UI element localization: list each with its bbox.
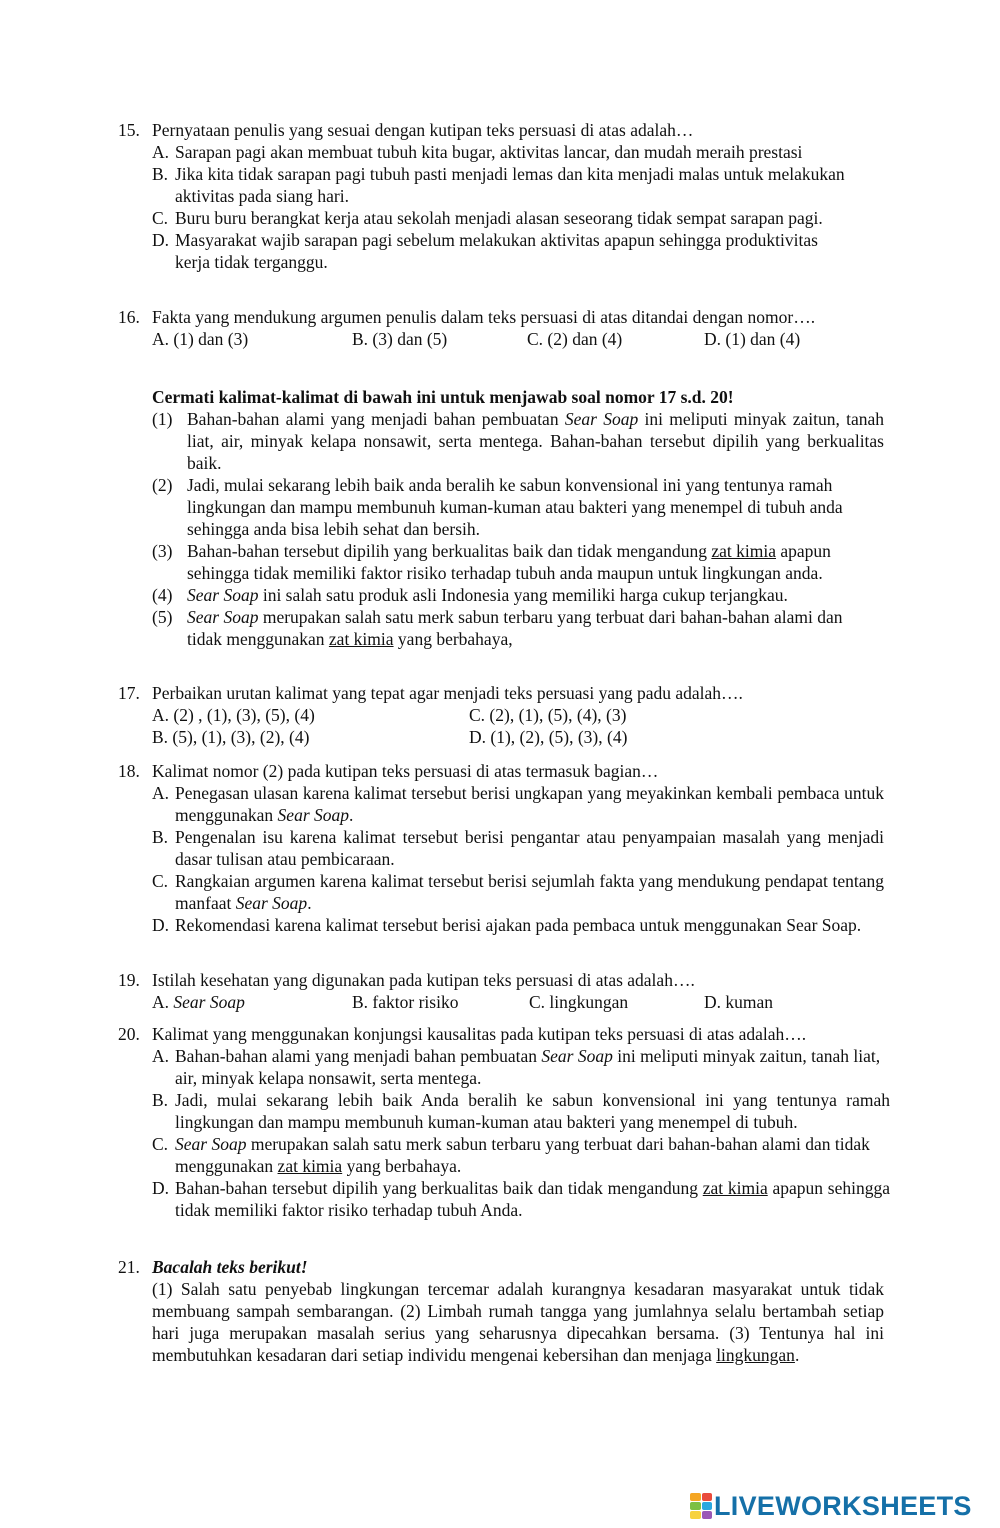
options-row [152, 328, 888, 350]
option-b[interactable]: B. (5), (1), (3), (2), (4) [152, 727, 310, 747]
option-b[interactable]: B. Pengenalan isu karena kalimat tersebut berisi pengantar atau penyampaian masalah yang menjadi dasar tulisan atau pembicaraan. [152, 827, 884, 869]
option-b[interactable]: B. Jadi, mulai sekarang lebih baik Anda beralih ke sabun konvensional ini yang tentunya ramah lingkungan dan mampu membunuh kuman-kuman atau bakteri yang menempel di tubuh. [152, 1090, 890, 1132]
option-d[interactable]: D. Bahan-bahan tersebut dipilih yang berkualitas baik dan tidak mengandung zat kimia apapun sehingga tidak memiliki faktor risiko terhadap tubuh Anda. [152, 1178, 890, 1220]
question-stem: Fakta yang mendukung argumen penulis dalam teks persuasi di atas ditandai dengan nomor…. [152, 307, 816, 327]
sentence-4: (4) Sear Soap ini salah satu produk asli Indonesia yang memiliki harga cukup terjangkau. [152, 585, 788, 605]
question-stem: Kalimat nomor (2) pada kutipan teks persuasi di atas termasuk bagian… [152, 761, 659, 781]
question-18 [118, 760, 884, 936]
question-number: 21. [118, 1257, 140, 1277]
option-c[interactable]: C. (2) dan (4) [527, 329, 623, 349]
question-number: 17. [118, 683, 140, 703]
question-number: 19. [118, 970, 140, 990]
question-number: 18. [118, 761, 140, 781]
option-b[interactable]: B. Jika kita tidak sarapan pagi tubuh pasti menjadi lemas dan kita menjadi malas untuk melakukan aktivitas pada siang hari. [152, 164, 845, 206]
question-stem: Perbaikan urutan kalimat yang tepat agar menjadi teks persuasi yang padu adalah…. [152, 683, 743, 703]
option-d[interactable]: D. Rekomendasi karena kalimat tersebut berisi ajakan pada pembaca untuk menggunakan Sear Soap. [152, 915, 862, 935]
option-a[interactable]: A. Bahan-bahan alami yang menjadi bahan pembuatan Sear Soap ini meliputi minyak zaitun, tanah liat, air, minyak kelapa nonsawit, serta mentega. [152, 1046, 881, 1088]
option-c[interactable]: C. lingkungan [529, 992, 629, 1012]
option-c[interactable]: C. Buru buru berangkat kerja atau sekolah menjadi alasan seseorang tidak sempat sarapan pagi. [152, 208, 823, 228]
option-b[interactable]: B. (3) dan (5) [352, 329, 448, 349]
question-15 [118, 119, 888, 273]
option-a[interactable]: A. Sear Soap [152, 992, 245, 1012]
instruction: Cermati kalimat-kalimat di bawah ini untuk menjawab soal nomor 17 s.d. 20! [152, 387, 734, 407]
question-number: 20. [118, 1024, 140, 1044]
sentence-3: (3) Bahan-bahan tersebut dipilih yang berkualitas baik dan tidak mengandung zat kimia apapun sehingga tidak memiliki faktor risiko terhadap tubuh anda maupun untuk lingkungan anda. [152, 541, 831, 583]
sentence-2: (2) Jadi, mulai sekarang lebih baik anda beralih ke sabun konvensional ini yang tentunya ramah lingkungan dan mampu membunuh kuman-kuman atau bakteri yang menempel di tubuh anda sehingga anda bisa lebih sehat dan bersih. [152, 475, 843, 539]
question-heading: Bacalah teks berikut! [152, 1257, 308, 1277]
option-d[interactable]: D. (1), (2), (5), (3), (4) [469, 727, 628, 747]
question-stem: Kalimat yang menggunakan konjungsi kausalitas pada kutipan teks persuasi di atas adalah…. [152, 1024, 807, 1044]
logo-grid-icon [690, 1493, 712, 1519]
sentence-5: (5) Sear Soap merupakan salah satu merk sabun terbaru yang terbuat dari bahan-bahan alami dan tidak menggunakan zat kimia yang berbahaya, [152, 607, 843, 649]
option-d[interactable]: D. kuman [704, 992, 774, 1012]
question-17 [118, 682, 888, 748]
option-d[interactable]: D. Masyarakat wajib sarapan pagi sebelum melakukan aktivitas apapun sehingga produktivitas kerja tidak terganggu. [152, 230, 818, 272]
option-c[interactable]: C. (2), (1), (5), (4), (3) [469, 705, 627, 725]
liveworksheets-logo [690, 1486, 972, 1526]
option-c[interactable]: C. Sear Soap merupakan salah satu merk sabun terbaru yang terbuat dari bahan-bahan alami dan tidak menggunakan zat kimia yang berbahaya. [152, 1134, 870, 1176]
option-c[interactable]: C. Rangkaian argumen karena kalimat tersebut berisi sejumlah fakta yang mendukung pendapat tentang manfaat Sear Soap. [152, 871, 884, 913]
sentence-1: (1) Bahan-bahan alami yang menjadi bahan pembuatan Sear Soap ini meliputi minyak zaitun, tanah liat, air, minyak kelapa nonsawit, serta mentega. Bahan-bahan tersebut dipilih yang berkualitas baik. [152, 409, 885, 473]
question-number: 15. [118, 120, 140, 140]
option-a[interactable]: A. Sarapan pagi akan membuat tubuh kita bugar, aktivitas lancar, dan mudah meraih prestasi [152, 142, 803, 162]
option-b[interactable]: B. faktor risiko [352, 992, 459, 1012]
question-stem: Pernyataan penulis yang sesuai dengan kutipan teks persuasi di atas adalah… [152, 120, 694, 140]
question-19 [118, 969, 888, 1013]
sentence-section [152, 386, 884, 650]
reading-paragraph: (1) Salah satu penyebab lingkungan tercemar adalah kurangnya kesadaran masyarakat untuk tidak membuang sampah sembarangan. (2) Limbah rumah tangga yang jumlahnya selalu bertambah setiap hari juga merupakan masalah serius yang seharusnya dipecahkan bersama. (3) Tentunya hal ini membutuhkan kesadaran dari setiap individu mengenai kebersihan dan menjaga lingkungan. [152, 1279, 884, 1365]
option-a[interactable]: A. (2) , (1), (3), (5), (4) [152, 705, 315, 725]
question-16 [118, 306, 888, 350]
question-stem: Istilah kesehatan yang digunakan pada kutipan teks persuasi di atas adalah…. [152, 970, 695, 990]
brand-text: LIVEWORKSHEETS [714, 1491, 972, 1521]
question-21 [118, 1256, 884, 1366]
question-number: 16. [118, 307, 140, 327]
option-a[interactable]: A. Penegasan ulasan karena kalimat tersebut berisi ungkapan yang meyakinkan kembali pembaca untuk menggunakan Sear Soap. [152, 783, 884, 825]
option-a[interactable]: A. (1) dan (3) [152, 329, 249, 349]
question-20 [118, 1023, 890, 1221]
option-d[interactable]: D. (1) dan (4) [704, 329, 801, 349]
